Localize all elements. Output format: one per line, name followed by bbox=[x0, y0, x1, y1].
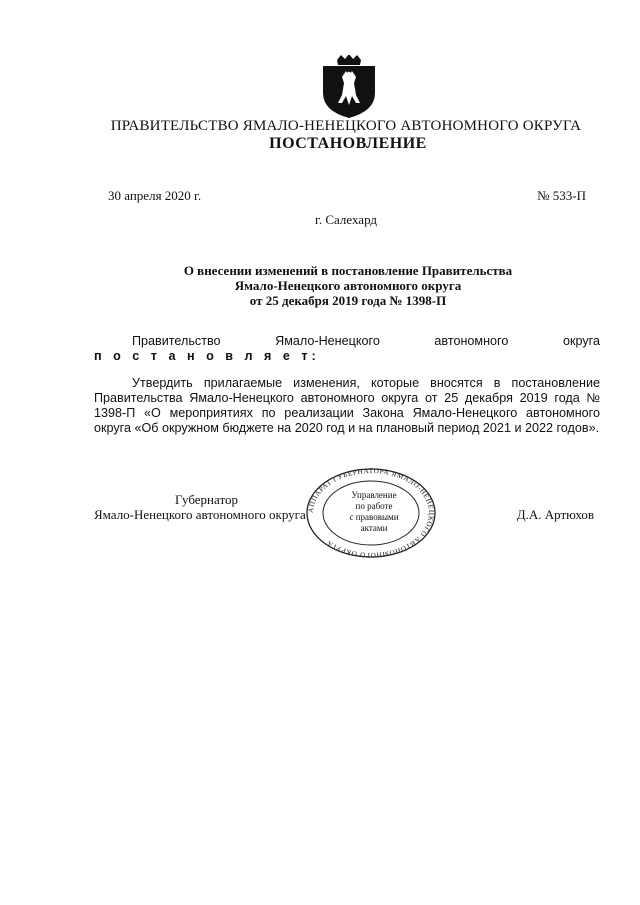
signatory-name: Д.А. Артюхов bbox=[516, 507, 594, 522]
stamp-line-2: по работе bbox=[355, 501, 393, 511]
official-stamp bbox=[304, 466, 438, 560]
subject-line-2: Ямало-Ненецкого автономного округа bbox=[234, 278, 462, 293]
stamp-line-4: актами bbox=[360, 523, 388, 533]
decides-word: п о с т а н о в л я е т: bbox=[94, 349, 320, 363]
preamble-word: округа bbox=[562, 334, 600, 348]
government-title: ПРАВИТЕЛЬСТВО ЯМАЛО-НЕНЕЦКОГО АВТОНОМНОГО ОКРУГА bbox=[110, 118, 582, 134]
document-city: г. Салехард bbox=[314, 212, 378, 227]
stamp-line-1: Управление bbox=[351, 490, 397, 500]
document-date: 30 апреля 2020 г. bbox=[108, 188, 202, 203]
document-type-heading: ПОСТАНОВЛЕНИЕ bbox=[269, 135, 427, 152]
stamp-line-3: с правовыми bbox=[349, 512, 399, 522]
subject-line-3: от 25 декабря 2019 года № 1398-П bbox=[249, 293, 447, 308]
body-paragraph: Утвердить прилагаемые изменения, которые вносятся в постановление Правительства Ямало-Ненецкого автономного округа от 25 декабря 2019 года № 1398-П «О мероприятиях по реализации Закона Ямало-Ненецкого автономного округа «Об окружном бюджете на 2020 год и на плановый период 2021 и 2022 годов». bbox=[94, 376, 600, 435]
preamble-word: автономного bbox=[434, 334, 509, 348]
preamble-word: Ямало-Ненецкого bbox=[275, 334, 380, 348]
stamp-ring-text: АППАРАТ ГУБЕРНАТОРА ЯМАЛО-НЕНЕЦКОГО АВТОНОМНОГО ОКРУГА bbox=[306, 466, 436, 560]
document-number: № 533-П bbox=[537, 188, 586, 203]
signatory-position-line-2: Ямало-Ненецкого автономного округа bbox=[94, 507, 306, 522]
subject-line-1: О внесении изменений в постановление Правительства bbox=[183, 263, 513, 278]
preamble-line bbox=[94, 334, 600, 349]
coat-of-arms-emblem bbox=[320, 55, 378, 119]
preamble-word: Правительство bbox=[132, 334, 221, 348]
signatory-position-line-1: Губернатор bbox=[175, 492, 238, 507]
